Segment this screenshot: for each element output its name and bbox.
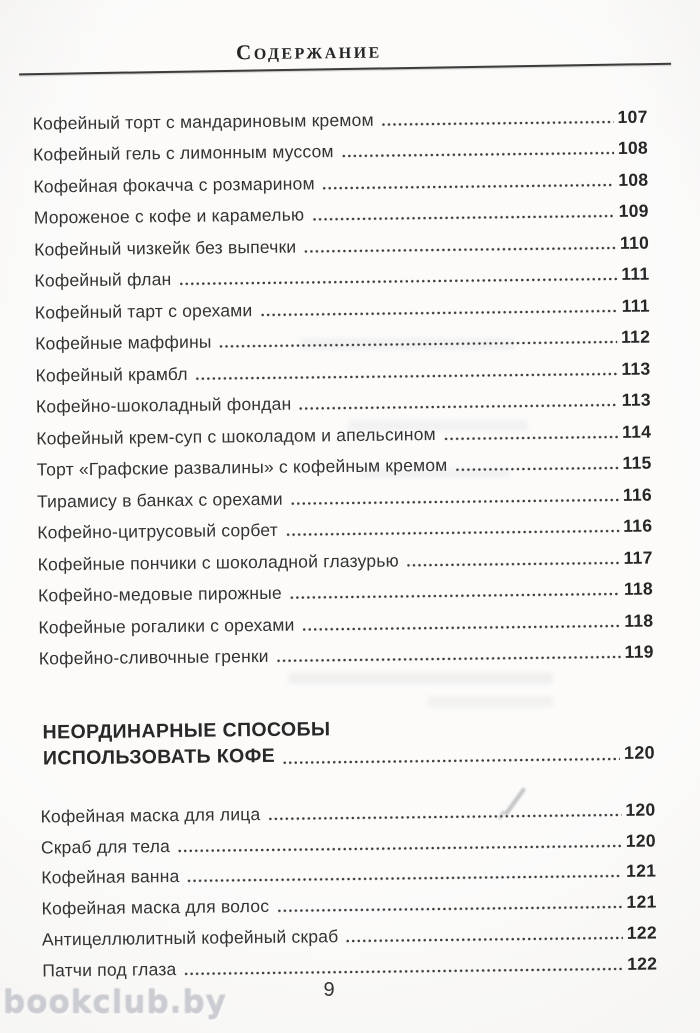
toc-entry-page: 121	[626, 860, 657, 882]
toc-entry-page: 116	[623, 515, 653, 536]
print-through-smudge	[360, 468, 510, 478]
toc-entry-page: 119	[624, 641, 654, 662]
toc-entry-label: Кофейные маффины	[35, 331, 212, 354]
toc-entry-label: Кофейный крамбл	[35, 363, 188, 386]
dot-leader	[298, 403, 617, 411]
dot-leader	[443, 434, 618, 440]
print-through-smudge	[288, 672, 553, 684]
toc-entry-label: Кофейный тарт с орехами	[34, 299, 253, 323]
toc-entry-label: Кофейная фокачча с розмарином	[33, 172, 315, 197]
dot-leader	[177, 844, 622, 853]
dot-leader	[290, 497, 619, 505]
toc-entry-page: 113	[621, 358, 651, 379]
section-page-number: 120	[623, 742, 655, 763]
toc-entry-page: 115	[622, 452, 652, 473]
toc-entry-page: 110	[619, 232, 650, 253]
dot-leader	[276, 905, 622, 913]
toc-entry-label: Скраб для тела	[40, 835, 171, 858]
toc-entry-page: 114	[621, 421, 652, 442]
watermark: bookclub.by	[3, 985, 227, 1021]
dot-leader	[302, 623, 621, 631]
page-title: СОДЕРЖАНИЕ	[235, 40, 382, 65]
toc-entry-page: 111	[621, 263, 650, 284]
toc-list-beauty	[40, 790, 657, 982]
dot-leader	[178, 277, 617, 286]
toc-entry-page: 122	[627, 953, 658, 974]
toc-list-recipes	[32, 96, 653, 670]
toc-entry-label: Патчи под глаза	[42, 958, 177, 981]
toc-entry-label: Кофейный флан	[34, 269, 172, 291]
dot-leader	[341, 151, 614, 158]
toc-entry-page: 122	[626, 922, 658, 943]
print-through-smudge	[428, 696, 553, 707]
toc-entry-label: Кофейная маска для волос	[41, 896, 270, 919]
toc-entry-page: 112	[620, 326, 651, 347]
dot-leader	[322, 182, 615, 189]
toc-entry-page: 116	[622, 484, 653, 505]
page-number: 9	[323, 979, 335, 1001]
toc-entry-page: 107	[617, 106, 648, 127]
toc-entry-page: 109	[618, 200, 649, 221]
print-through-smudge	[348, 420, 528, 431]
toc-entry-page: 118	[623, 578, 654, 599]
toc-entry-label: Кофейно-шоколадный фондан	[35, 393, 292, 417]
toc-entry-label: Кофейный крем-суп с шоколадом и апельсином	[36, 423, 436, 449]
toc-entry-label: Кофейный гель с лимонным муссом	[32, 141, 334, 165]
toc-entry-label: Мороженое с кофе и карамелью	[33, 204, 305, 228]
toc-entry-label: Торт «Графские развалины» с кофейным кремом	[36, 454, 448, 480]
toc-entry-page: 120	[625, 799, 656, 820]
toc-entry-label: Кофейно-цитрусовый сорбет	[37, 519, 279, 543]
dot-leader	[282, 757, 620, 765]
toc-entry-page: 111	[621, 295, 650, 316]
dot-leader	[259, 308, 617, 316]
toc-entry-label: Антицеллюлитный кофейный скраб	[41, 926, 339, 950]
toc-entry-label: Кофейная ванна	[41, 866, 180, 888]
toc-entry-page: 120	[625, 830, 656, 851]
dot-leader	[183, 967, 623, 976]
dot-leader	[187, 874, 623, 883]
dot-leader	[303, 245, 616, 253]
toc-entry-label: Кофейные пончики с шоколадной глазурью	[37, 549, 400, 575]
dot-leader	[289, 592, 620, 600]
toc-entry-label: Кофейно-сливочные гренки	[38, 645, 269, 669]
toc-entry-label: Кофейный чизкейк без выпечки	[34, 236, 297, 260]
toc-entry-page: 118	[624, 610, 654, 631]
section-title-line2: ИСПОЛЬЗОВАТЬ КОФЕ	[42, 744, 276, 770]
dot-leader	[195, 371, 618, 380]
dot-leader	[276, 655, 621, 663]
toc-entry-label: Кофейный торт с мандариновым кремом	[32, 109, 374, 134]
dot-leader	[381, 119, 614, 126]
dot-leader	[267, 813, 621, 821]
section-heading	[42, 714, 655, 772]
dot-leader	[311, 214, 614, 221]
toc-entry-label: Кофейная маска для лица	[40, 803, 261, 827]
toc-entry-label: Тирамису в банках с орехами	[36, 488, 283, 512]
toc-entry-page: 113	[621, 389, 651, 410]
toc-entry-label: Кофейные рогалики с орехами	[38, 614, 295, 638]
toc-entry-page: 117	[623, 547, 653, 568]
dot-leader	[406, 560, 620, 566]
toc-entry-page: 108	[618, 169, 649, 190]
toc-entry-label: Кофейно-медовые пирожные	[37, 582, 283, 606]
section-title-line1: НЕОРДИНАРНЫЕ СПОСОБЫ	[42, 718, 331, 744]
print-through-smudge	[300, 338, 515, 350]
toc-entry-page: 121	[626, 891, 657, 913]
dot-leader	[345, 936, 622, 943]
toc-entry-page: 108	[617, 137, 649, 158]
dot-leader	[285, 529, 619, 537]
